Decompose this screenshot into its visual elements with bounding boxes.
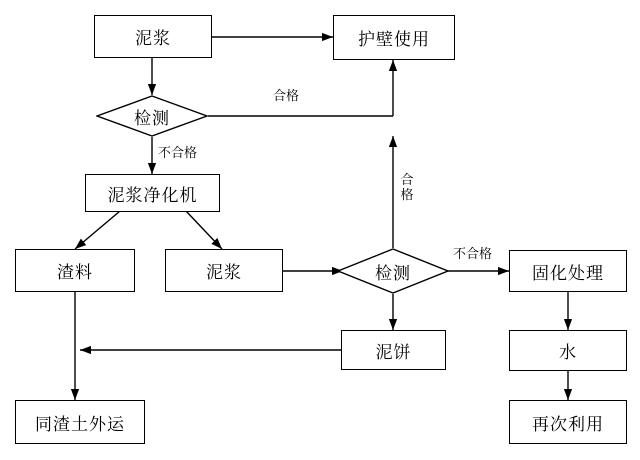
edge-label-qualified-1: 合格 xyxy=(273,88,300,103)
node-label: 护壁使用 xyxy=(358,30,430,49)
node-slurry-mid[interactable] xyxy=(165,249,283,292)
node-label: 泥浆 xyxy=(206,263,242,282)
node-label: 检测 xyxy=(134,108,170,128)
node-check-2[interactable] xyxy=(337,248,449,294)
node-label: 检测 xyxy=(375,263,411,283)
node-slurry-top[interactable] xyxy=(94,15,212,58)
node-label: 泥浆净化机 xyxy=(107,185,198,205)
node-label: 渣料 xyxy=(57,263,93,282)
node-reuse[interactable] xyxy=(509,400,627,444)
node-label: 再次利用 xyxy=(532,414,604,434)
node-mud-cake[interactable] xyxy=(341,330,446,370)
node-label: 同渣土外运 xyxy=(35,414,125,434)
node-solidify[interactable] xyxy=(509,250,627,292)
node-spoil-transport[interactable] xyxy=(15,400,145,444)
node-label: 固化处理 xyxy=(532,263,604,283)
edge-label-unqualified-1: 不合格 xyxy=(158,145,198,160)
node-dregs[interactable] xyxy=(15,249,135,292)
edge-label-unqualified-2: 不合格 xyxy=(453,246,493,261)
node-purifier[interactable] xyxy=(85,174,220,212)
node-label: 泥浆 xyxy=(135,29,171,48)
node-check-1[interactable] xyxy=(96,95,208,137)
node-wall-use[interactable] xyxy=(333,15,455,60)
node-water[interactable] xyxy=(509,330,627,371)
node-label: 水 xyxy=(559,343,577,362)
node-label: 泥饼 xyxy=(375,342,412,362)
edge-label-qualified-2: 合格 xyxy=(400,172,414,202)
